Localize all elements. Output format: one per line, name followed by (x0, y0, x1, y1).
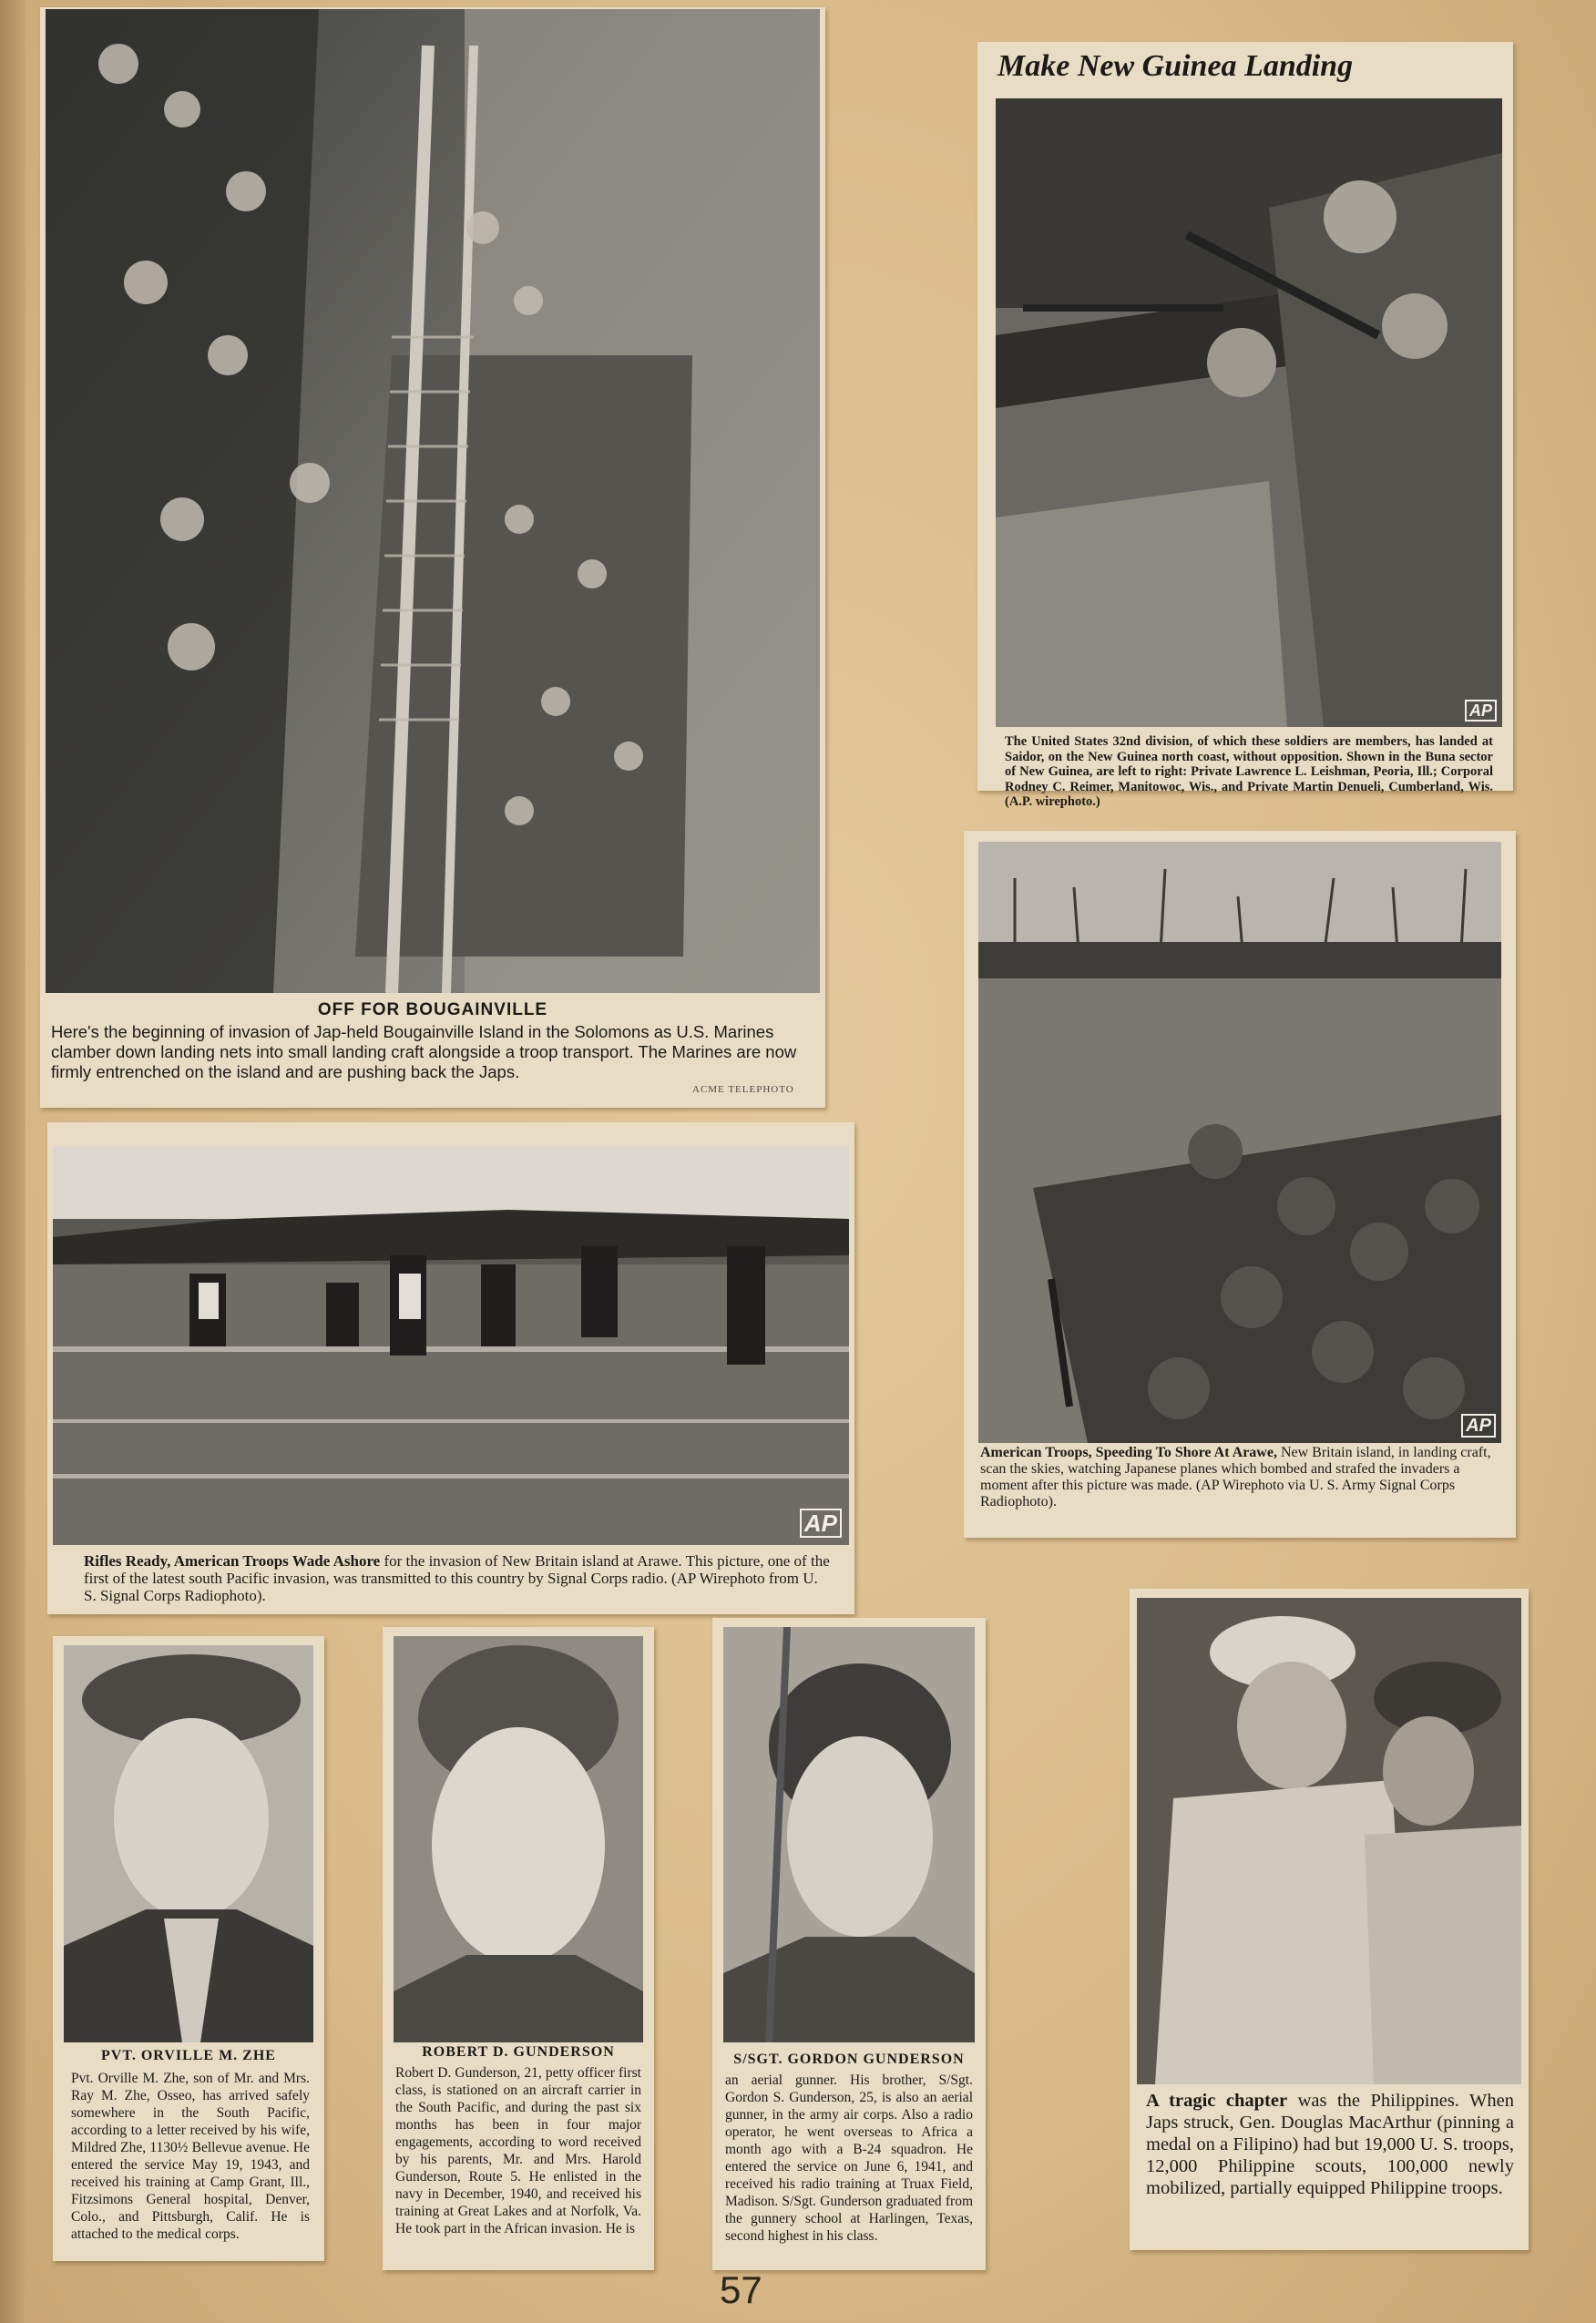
photo-landing-craft (978, 842, 1501, 1443)
clipping-caption: The United States 32nd division, of which these soldiers are members, has landed at Saidor, on the New Guinea north coast, without opposition. Shown in the Buna sector of New Guinea, are left to right: Private Lawrence L. Leishman, Peoria, Ill.; Corporal Rodney C. Reimer, Manitowoc, Wis., and Private Martin Denueli, Cumberland, Wis. (A.P. wirephoto.) (1005, 734, 1493, 809)
caption-lead: A tragic chapter (1146, 2091, 1288, 2111)
airman-bio: an aerial gunner. His brother, S/Sgt. Gordon S. Gunderson, 25, is also an aerial gunner, in the army air corps. Also a radio operator, he went overseas to Africa a month ago with a B-24 squadron. He entered the service on June 6, 1941, and received his radio training at Truax Field, Madison. S/Sgt. Gunderson graduated from the gunnery school at Harlingen, Texas, second highest in his class. (725, 2072, 973, 2244)
soldier-bio: Pvt. Orville M. Zhe, son of Mr. and Mrs. Ray M. Zhe, Osseo, has arrived safely somewhere in the South Pacific, according to a letter received by his wife, Mildred Zhe, 1130½ Bellevue avenue. He entered the service May 19, 1943, and received his training at Camp Grant, Ill., Fitzsimons General hospital, Denver, Colo., and Pittsburgh, Calif. He is attached to the medical corps. (71, 2071, 310, 2242)
clipping-orville-zhe (53, 1636, 324, 2261)
caption-text: for the invasion of New Britain island at Arawe. This picture, one of the first of the latest south Pacific invasion, was transmitted to this country by Signal Corps radio. (AP Wirephoto from U. S. Signal Corps Radiophoto). (84, 1552, 830, 1604)
ap-logo: AP (800, 1509, 842, 1538)
soldier-name: PVT. ORVILLE M. ZHE (101, 2048, 276, 2063)
airman-name: S/SGT. GORDON GUNDERSON (733, 2052, 965, 2067)
clipping-caption (1146, 2090, 1514, 2199)
caption-text: was the Philippines. When Japs struck, Gen. Douglas MacArthur (pinning a medal on a Filipino) had but 19,000 U. S. troops, 12,000 Philippine scouts, 100,000 newly mobilized, partially equipped Philippine troops. (1146, 2091, 1515, 2198)
clipping-gordon-gunderson (712, 1618, 986, 2270)
photo-marines-landing-nets (46, 9, 820, 993)
headline: Make New Guinea Landing (998, 49, 1354, 83)
clipping-new-guinea-landing (977, 42, 1513, 809)
sailor-bio: Robert D. Gunderson, 21, petty officer first class, is stationed on an aircraft carrier in the South Pacific, and during the past six months has been in four major engagements, according to word received by his parents, Mr. and Mrs. Harold Gunderson, Route 5. He enlisted in the navy in December, 1940, and received his training at Great Lakes and at Norfolk, Va. He took part in the African invasion. He is (395, 2065, 641, 2236)
caption-text: New Britain island, in landing craft, scan the skies, watching Japanese planes which bombed and strafed the invaders a moment after this picture was made. (AP Wirephoto via U. S. Army Signal Corps Radiophoto). (980, 1445, 1491, 1509)
page-binding-edge (0, 0, 26, 2323)
sailor-name: ROBERT D. GUNDERSON (422, 2044, 615, 2060)
portrait-orville-zhe (64, 1645, 313, 2042)
page-number: 57 (720, 2268, 762, 2311)
photo-credit: ACME TELEPHOTO (692, 1084, 794, 1095)
photo-soldiers-with-rifles (996, 98, 1502, 727)
clipping-caption: Here's the beginning of invasion of Jap-held Bougainville Island in the Solomons as U.S. Marines clamber down landing nets into small landing craft alongside a troop transport. The Marines are now firmly entrenched on the island and are pushing back the Japs. (51, 1022, 797, 1081)
clipping-bougainville (40, 7, 825, 1108)
caption-lead: Rifles Ready, American Troops Wade Ashore (84, 1552, 381, 1570)
photo-macarthur-pinning-medal (1137, 1598, 1521, 2084)
clipping-caption (980, 1445, 1501, 1510)
clipping-philippines (1130, 1589, 1529, 2250)
portrait-robert-gunderson (394, 1636, 643, 2042)
portrait-gordon-gunderson (723, 1627, 975, 2042)
clipping-robert-gunderson (383, 1627, 654, 2270)
photo-troops-wading-ashore (53, 1146, 849, 1545)
caption-lead: American Troops, Speeding To Shore At Arawe, (980, 1445, 1277, 1460)
ap-logo: AP (1465, 700, 1497, 721)
clipping-caption (84, 1552, 831, 1604)
clipping-rifles-ready (47, 1122, 854, 1614)
clipping-troops-speeding-to-shore (964, 831, 1516, 1538)
ap-logo: AP (1461, 1414, 1496, 1438)
clipping-title: OFF FOR BOUGAINVILLE (317, 1000, 548, 1019)
